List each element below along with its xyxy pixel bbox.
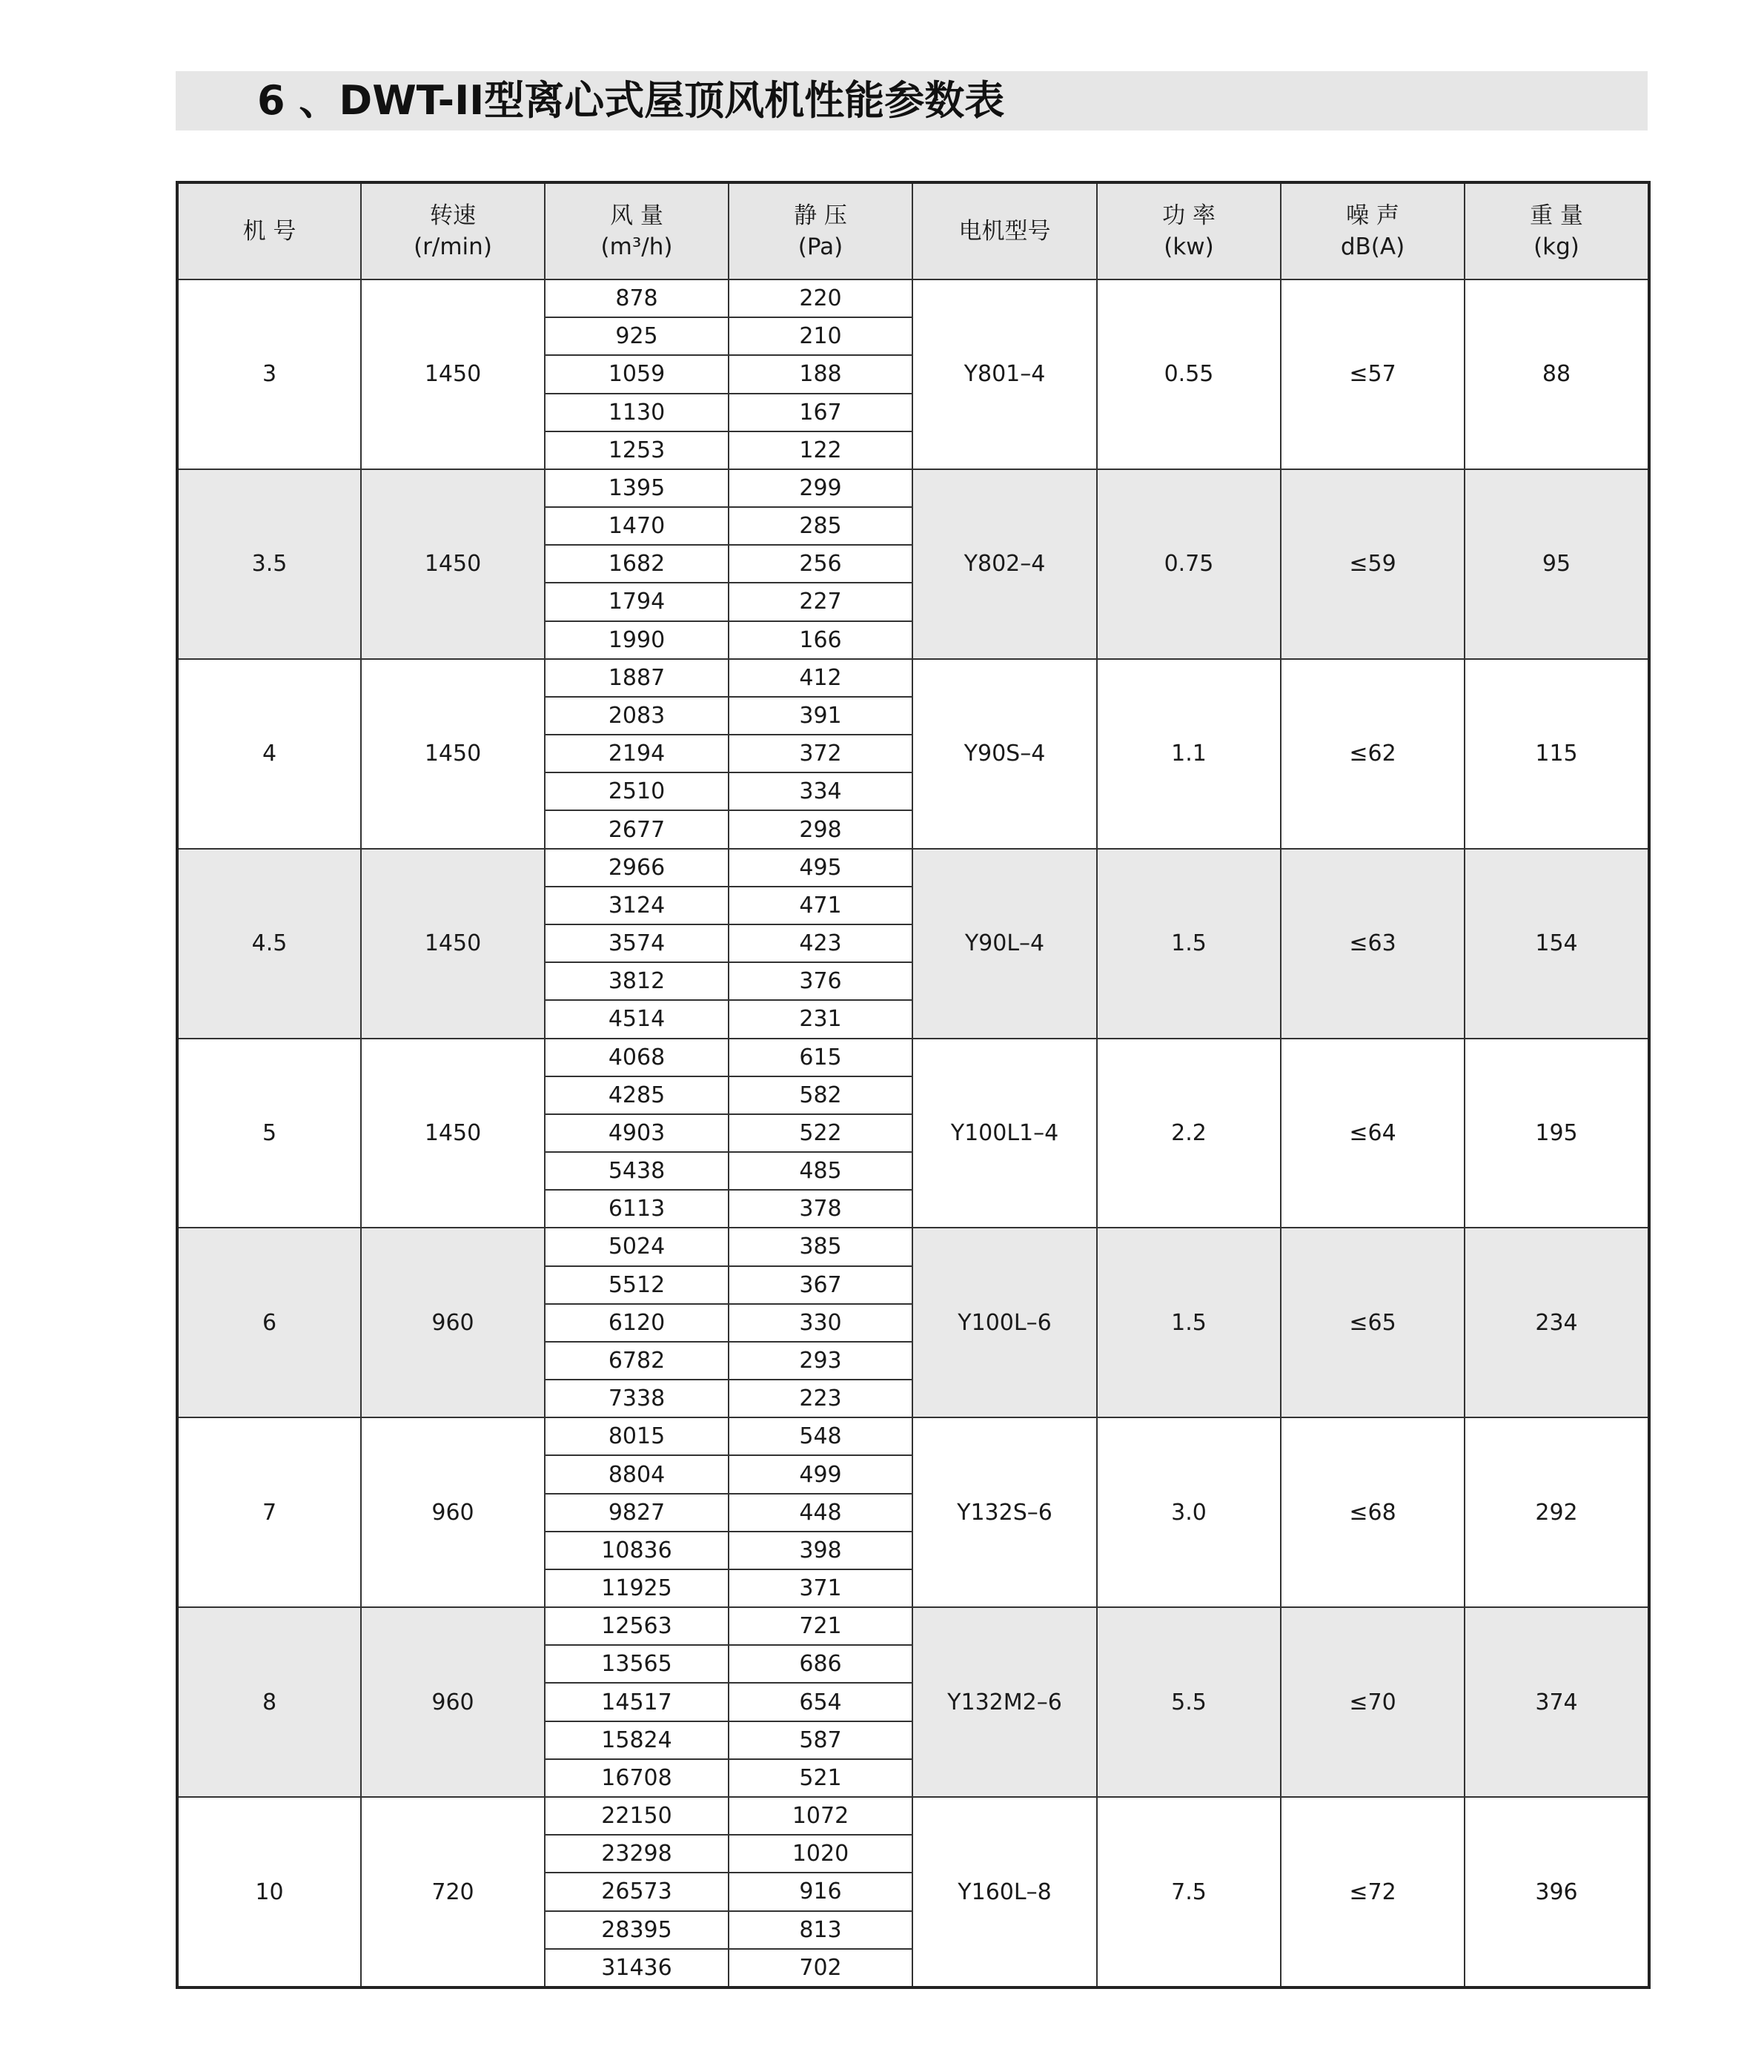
table-row: [177, 279, 1649, 317]
airflow-cell: 7338: [545, 1380, 729, 1417]
machine-no-cell: 4: [177, 659, 361, 849]
airflow-cell: 8804: [545, 1455, 729, 1493]
static-pressure-cell: 615: [729, 1039, 912, 1076]
airflow-cell: 878: [545, 279, 729, 317]
fan-model-group: [177, 1607, 1649, 1797]
airflow-cell: 1794: [545, 583, 729, 620]
header-noise: 噪 声 dB(A): [1281, 182, 1465, 279]
airflow-cell: 16708: [545, 1759, 729, 1797]
static-pressure-cell: 582: [729, 1076, 912, 1114]
noise-cell: ≤65: [1281, 1228, 1465, 1417]
table-row: [177, 1607, 1649, 1645]
airflow-cell: 1990: [545, 621, 729, 659]
static-pressure-cell: 227: [729, 583, 912, 620]
motor-model-cell: Y132S–6: [912, 1417, 1097, 1607]
noise-cell: ≤64: [1281, 1039, 1465, 1228]
static-pressure-cell: 548: [729, 1417, 912, 1455]
table-header: [177, 182, 1649, 279]
airflow-cell: 12563: [545, 1607, 729, 1645]
static-pressure-cell: 385: [729, 1228, 912, 1265]
machine-no-cell: 8: [177, 1607, 361, 1797]
airflow-cell: 1887: [545, 659, 729, 697]
static-pressure-cell: 167: [729, 394, 912, 431]
header-weight: 重 量 (kg): [1465, 182, 1649, 279]
static-pressure-cell: 495: [729, 849, 912, 887]
weight-cell: 234: [1465, 1228, 1649, 1417]
weight-cell: 115: [1465, 659, 1649, 849]
airflow-cell: 14517: [545, 1683, 729, 1721]
static-pressure-cell: 372: [729, 735, 912, 772]
motor-model-cell: Y802–4: [912, 469, 1097, 659]
table-row: [177, 1039, 1649, 1076]
static-pressure-cell: 299: [729, 469, 912, 507]
speed-cell: 1450: [361, 659, 545, 849]
table-row: [177, 1797, 1649, 1835]
airflow-cell: 6782: [545, 1342, 729, 1380]
static-pressure-cell: 654: [729, 1683, 912, 1721]
table-row: [177, 659, 1649, 697]
noise-cell: ≤59: [1281, 469, 1465, 659]
static-pressure-cell: 1072: [729, 1797, 912, 1835]
airflow-cell: 5438: [545, 1152, 729, 1190]
speed-cell: 1450: [361, 279, 545, 469]
machine-no-cell: 3: [177, 279, 361, 469]
fan-model-group: [177, 1797, 1649, 1987]
motor-model-cell: Y160L–8: [912, 1797, 1097, 1987]
fan-model-group: [177, 279, 1649, 469]
weight-cell: 292: [1465, 1417, 1649, 1607]
static-pressure-cell: 499: [729, 1455, 912, 1493]
header-machine-no: 机 号: [177, 182, 361, 279]
airflow-cell: 8015: [545, 1417, 729, 1455]
static-pressure-cell: 367: [729, 1266, 912, 1304]
fan-model-group: [177, 849, 1649, 1039]
airflow-cell: 4285: [545, 1076, 729, 1114]
static-pressure-cell: 231: [729, 1000, 912, 1038]
noise-cell: ≤62: [1281, 659, 1465, 849]
static-pressure-cell: 587: [729, 1721, 912, 1759]
airflow-cell: 3124: [545, 887, 729, 924]
airflow-cell: 9827: [545, 1494, 729, 1532]
static-pressure-cell: 485: [729, 1152, 912, 1190]
static-pressure-cell: 521: [729, 1759, 912, 1797]
static-pressure-cell: 813: [729, 1911, 912, 1949]
fan-model-group: [177, 1417, 1649, 1607]
noise-cell: ≤63: [1281, 849, 1465, 1039]
speed-cell: 960: [361, 1417, 545, 1607]
speed-cell: 720: [361, 1797, 545, 1987]
static-pressure-cell: 371: [729, 1569, 912, 1607]
airflow-cell: 2194: [545, 735, 729, 772]
header-power: 功 率 (kw): [1097, 182, 1281, 279]
airflow-cell: 4068: [545, 1039, 729, 1076]
static-pressure-cell: 376: [729, 962, 912, 1000]
airflow-cell: 2510: [545, 772, 729, 810]
machine-no-cell: 5: [177, 1039, 361, 1228]
weight-cell: 396: [1465, 1797, 1649, 1987]
airflow-cell: 26573: [545, 1873, 729, 1910]
static-pressure-cell: 298: [729, 810, 912, 848]
static-pressure-cell: 1020: [729, 1835, 912, 1873]
motor-model-cell: Y801–4: [912, 279, 1097, 469]
airflow-cell: 11925: [545, 1569, 729, 1607]
airflow-cell: 1682: [545, 545, 729, 583]
speed-cell: 960: [361, 1228, 545, 1417]
static-pressure-cell: 448: [729, 1494, 912, 1532]
airflow-cell: 3574: [545, 924, 729, 962]
static-pressure-cell: 398: [729, 1532, 912, 1569]
power-cell: 0.75: [1097, 469, 1281, 659]
header-speed: 转速 (r/min): [361, 182, 545, 279]
power-cell: 1.5: [1097, 1228, 1281, 1417]
static-pressure-cell: 220: [729, 279, 912, 317]
static-pressure-cell: 423: [729, 924, 912, 962]
weight-cell: 195: [1465, 1039, 1649, 1228]
speed-cell: 1450: [361, 1039, 545, 1228]
static-pressure-cell: 916: [729, 1873, 912, 1910]
fan-model-group: [177, 469, 1649, 659]
fan-model-group: [177, 659, 1649, 849]
header-motor-model: 电机型号: [912, 182, 1097, 279]
noise-cell: ≤57: [1281, 279, 1465, 469]
power-cell: 7.5: [1097, 1797, 1281, 1987]
airflow-cell: 6120: [545, 1304, 729, 1342]
table-row: [177, 469, 1649, 507]
static-pressure-cell: 378: [729, 1190, 912, 1228]
static-pressure-cell: 293: [729, 1342, 912, 1380]
power-cell: 0.55: [1097, 279, 1281, 469]
airflow-cell: 22150: [545, 1797, 729, 1835]
airflow-cell: 5512: [545, 1266, 729, 1304]
power-cell: 3.0: [1097, 1417, 1281, 1607]
static-pressure-cell: 223: [729, 1380, 912, 1417]
noise-cell: ≤70: [1281, 1607, 1465, 1797]
machine-no-cell: 4.5: [177, 849, 361, 1039]
airflow-cell: 2083: [545, 697, 729, 735]
noise-cell: ≤68: [1281, 1417, 1465, 1607]
speed-cell: 1450: [361, 469, 545, 659]
airflow-cell: 2677: [545, 810, 729, 848]
static-pressure-cell: 721: [729, 1607, 912, 1645]
header-airflow: 风 量 (m³/h): [545, 182, 729, 279]
static-pressure-cell: 412: [729, 659, 912, 697]
machine-no-cell: 7: [177, 1417, 361, 1607]
weight-cell: 374: [1465, 1607, 1649, 1797]
table-row: [177, 849, 1649, 887]
noise-cell: ≤72: [1281, 1797, 1465, 1987]
motor-model-cell: Y132M2–6: [912, 1607, 1097, 1797]
airflow-cell: 1470: [545, 507, 729, 545]
speed-cell: 960: [361, 1607, 545, 1797]
airflow-cell: 1130: [545, 394, 729, 431]
power-cell: 2.2: [1097, 1039, 1281, 1228]
speed-cell: 1450: [361, 849, 545, 1039]
power-cell: 5.5: [1097, 1607, 1281, 1797]
static-pressure-cell: 522: [729, 1114, 912, 1152]
airflow-cell: 4514: [545, 1000, 729, 1038]
static-pressure-cell: 686: [729, 1645, 912, 1683]
weight-cell: 95: [1465, 469, 1649, 659]
static-pressure-cell: 285: [729, 507, 912, 545]
airflow-cell: 3812: [545, 962, 729, 1000]
static-pressure-cell: 702: [729, 1949, 912, 1987]
power-cell: 1.5: [1097, 849, 1281, 1039]
weight-cell: 154: [1465, 849, 1649, 1039]
airflow-cell: 10836: [545, 1532, 729, 1569]
airflow-cell: 23298: [545, 1835, 729, 1873]
motor-model-cell: Y90L–4: [912, 849, 1097, 1039]
fan-model-group: [177, 1228, 1649, 1417]
static-pressure-cell: 122: [729, 431, 912, 469]
performance-table: [176, 181, 1651, 1989]
airflow-cell: 1395: [545, 469, 729, 507]
airflow-cell: 2966: [545, 849, 729, 887]
machine-no-cell: 10: [177, 1797, 361, 1987]
static-pressure-cell: 334: [729, 772, 912, 810]
table-row: [177, 1228, 1649, 1265]
motor-model-cell: Y90S–4: [912, 659, 1097, 849]
airflow-cell: 28395: [545, 1911, 729, 1949]
power-cell: 1.1: [1097, 659, 1281, 849]
machine-no-cell: 3.5: [177, 469, 361, 659]
airflow-cell: 15824: [545, 1721, 729, 1759]
table-row: [177, 1417, 1649, 1455]
airflow-cell: 1059: [545, 355, 729, 393]
machine-no-cell: 6: [177, 1228, 361, 1417]
page-title: 6 、DWT-II型离心式屋顶风机性能参数表: [257, 77, 1005, 124]
static-pressure-cell: 166: [729, 621, 912, 659]
header-static-pressure: 静 压 (Pa): [729, 182, 912, 279]
weight-cell: 88: [1465, 279, 1649, 469]
airflow-cell: 13565: [545, 1645, 729, 1683]
static-pressure-cell: 471: [729, 887, 912, 924]
airflow-cell: 925: [545, 317, 729, 355]
title-band: [176, 71, 1648, 130]
static-pressure-cell: 188: [729, 355, 912, 393]
static-pressure-cell: 210: [729, 317, 912, 355]
header-row: [177, 182, 1649, 279]
airflow-cell: 4903: [545, 1114, 729, 1152]
static-pressure-cell: 256: [729, 545, 912, 583]
fan-model-group: [177, 1039, 1649, 1228]
airflow-cell: 31436: [545, 1949, 729, 1987]
airflow-cell: 6113: [545, 1190, 729, 1228]
static-pressure-cell: 391: [729, 697, 912, 735]
motor-model-cell: Y100L1–4: [912, 1039, 1097, 1228]
static-pressure-cell: 330: [729, 1304, 912, 1342]
airflow-cell: 5024: [545, 1228, 729, 1265]
motor-model-cell: Y100L–6: [912, 1228, 1097, 1417]
airflow-cell: 1253: [545, 431, 729, 469]
